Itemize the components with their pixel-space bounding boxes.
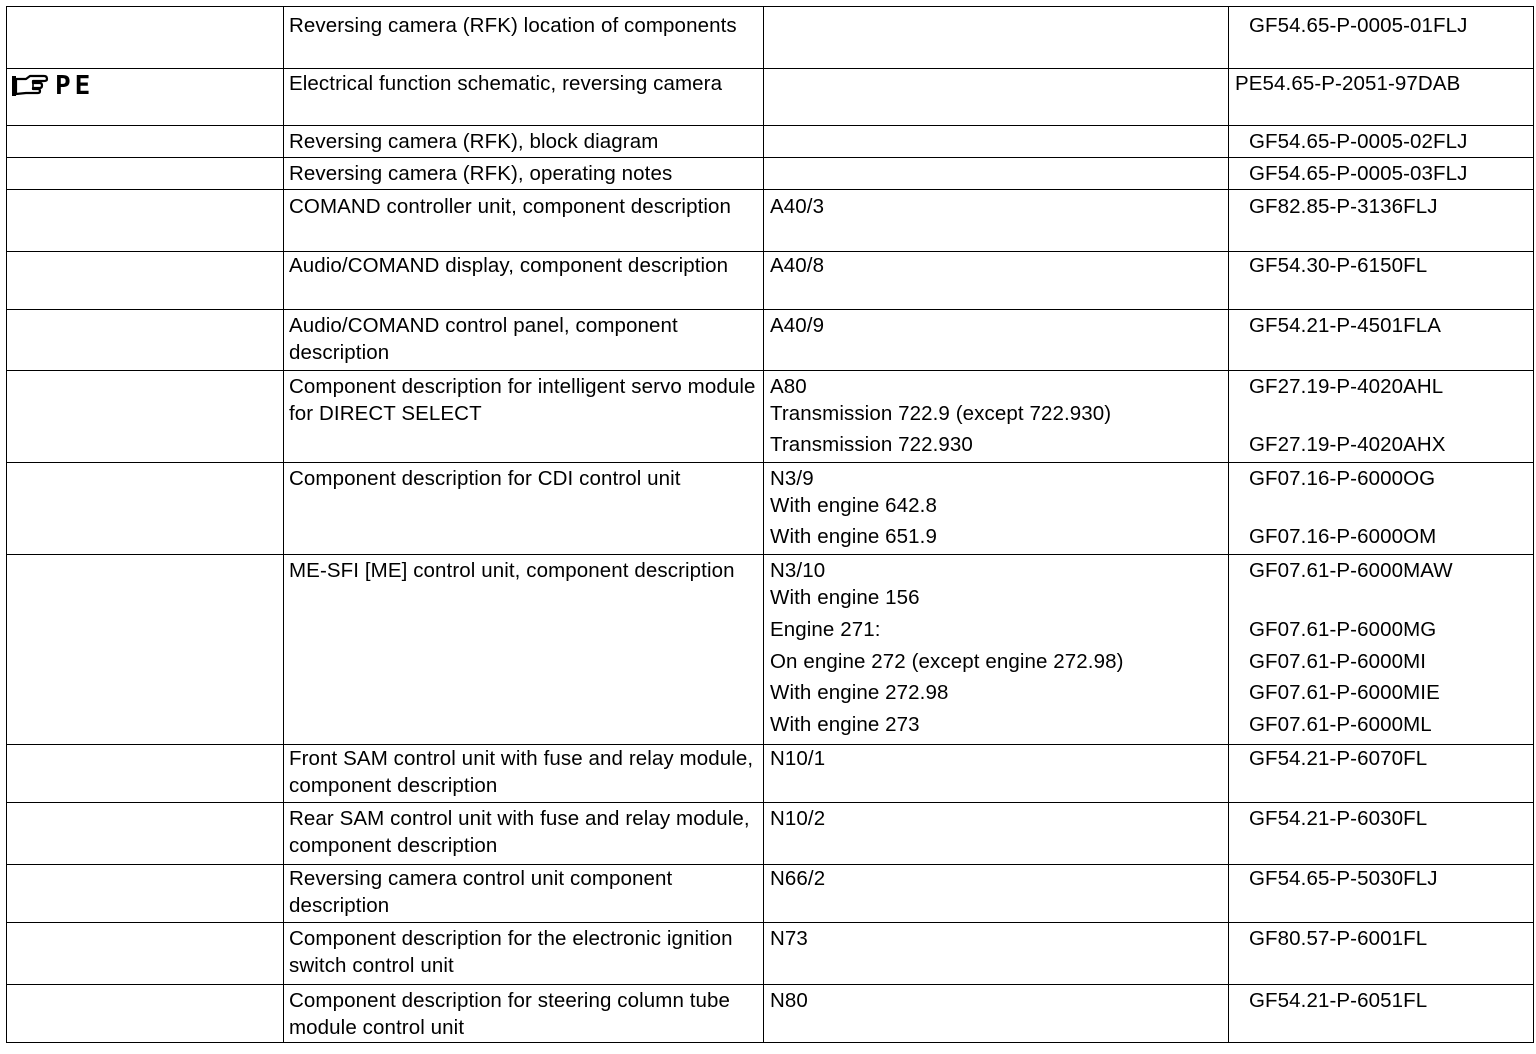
table-row xyxy=(7,555,1534,745)
table-row xyxy=(7,865,1534,923)
variant-condition: On engine 272 (except engine 272.98) xyxy=(770,649,1124,673)
doc-reference-link[interactable]: GF07.61-P-6000MAW xyxy=(1249,559,1453,582)
doc-reference-link[interactable]: GF27.19-P-4020AHL xyxy=(1249,375,1444,398)
document-reference-table xyxy=(6,6,1534,1043)
marker-cell xyxy=(7,69,284,126)
doc-reference-link[interactable]: GF54.21-P-4501FLA xyxy=(1249,314,1441,337)
doc-reference-link[interactable]: GF54.65-P-0005-03FLJ xyxy=(1249,162,1468,185)
code-cell xyxy=(764,69,1229,126)
table-row xyxy=(7,923,1534,985)
title-cell xyxy=(284,745,764,803)
marker-cell xyxy=(7,158,284,190)
doc-cell xyxy=(1229,158,1534,190)
variant-condition: With engine 642.8 xyxy=(770,493,937,517)
doc-reference-link[interactable]: GF07.61-P-6000MI xyxy=(1249,649,1427,673)
doc-reference-link[interactable]: GF54.65-P-0005-02FLJ xyxy=(1249,130,1468,153)
code-cell xyxy=(764,865,1229,923)
component-code: A80 xyxy=(770,375,807,398)
table-row xyxy=(7,310,1534,371)
marker-cell xyxy=(7,7,284,69)
doc-spacer xyxy=(1249,493,1533,520)
title-cell xyxy=(284,865,764,923)
table-row xyxy=(7,371,1534,463)
table-row xyxy=(7,158,1534,190)
code-cell xyxy=(764,310,1229,371)
table-row xyxy=(7,985,1534,1043)
marker-cell xyxy=(7,463,284,555)
doc-cell xyxy=(1229,745,1534,803)
doc-reference-link[interactable]: GF82.85-P-3136FLJ xyxy=(1249,195,1438,218)
component-code: A40/8 xyxy=(770,254,825,277)
doc-cell xyxy=(1229,865,1534,923)
marker-cell xyxy=(7,923,284,985)
doc-reference-link[interactable]: GF07.61-P-6000ML xyxy=(1249,712,1432,736)
row-title: Component description for steering column tube module control unit xyxy=(289,989,731,1039)
component-code: A40/9 xyxy=(770,314,825,337)
title-cell xyxy=(284,803,764,865)
pe-marker[interactable] xyxy=(11,69,94,99)
title-cell xyxy=(284,190,764,252)
doc-reference-link[interactable]: PE54.65-P-2051-97DAB xyxy=(1235,72,1461,95)
title-cell xyxy=(284,555,764,745)
code-cell xyxy=(764,803,1229,865)
marker-cell xyxy=(7,745,284,803)
marker-cell xyxy=(7,803,284,865)
table-row xyxy=(7,190,1534,252)
row-title: Electrical function schematic, reversing camera xyxy=(289,72,723,95)
doc-spacer xyxy=(1249,401,1533,428)
title-cell xyxy=(284,310,764,371)
row-title: Audio/COMAND display, component description xyxy=(289,254,729,277)
variant-condition: Transmission 722.9 (except 722.930) xyxy=(770,401,1112,425)
variant-condition: With engine 272.98 xyxy=(770,681,949,704)
variant-condition: With engine 273 xyxy=(770,712,920,736)
component-code: N80 xyxy=(770,989,808,1012)
row-title: Component description for CDI control unit xyxy=(289,467,681,490)
doc-reference-link[interactable]: GF54.65-P-5030FLJ xyxy=(1249,867,1438,890)
doc-reference-link[interactable]: GF07.16-P-6000OG xyxy=(1249,467,1436,490)
code-cell xyxy=(764,745,1229,803)
doc-reference-link[interactable]: GF07.61-P-6000MG xyxy=(1249,618,1437,641)
table-row xyxy=(7,803,1534,865)
doc-cell xyxy=(1229,252,1534,310)
title-cell xyxy=(284,158,764,190)
variant-condition: Transmission 722.930 xyxy=(770,433,973,456)
doc-reference-link[interactable]: GF80.57-P-6001FL xyxy=(1249,927,1428,950)
code-cell xyxy=(764,7,1229,69)
doc-cell xyxy=(1229,371,1534,463)
code-cell xyxy=(764,190,1229,252)
code-cell xyxy=(764,555,1229,745)
doc-cell xyxy=(1229,190,1534,252)
doc-reference-link[interactable]: GF54.21-P-6051FL xyxy=(1249,989,1428,1012)
variant-condition: With engine 651.9 xyxy=(770,525,937,548)
table-row xyxy=(7,126,1534,158)
doc-cell xyxy=(1229,7,1534,69)
doc-reference-link[interactable]: GF07.61-P-6000MIE xyxy=(1249,681,1440,704)
doc-cell xyxy=(1229,126,1534,158)
pointing-hand-icon xyxy=(11,73,49,99)
title-cell xyxy=(284,7,764,69)
doc-spacer xyxy=(1249,585,1533,612)
table-row xyxy=(7,69,1534,126)
row-title: ME-SFI [ME] control unit, component description xyxy=(289,559,735,582)
component-code: N66/2 xyxy=(770,867,826,890)
doc-reference-link[interactable]: GF27.19-P-4020AHX xyxy=(1249,433,1446,456)
row-title: Reversing camera (RFK), operating notes xyxy=(289,162,673,185)
title-cell xyxy=(284,69,764,126)
title-cell xyxy=(284,371,764,463)
doc-reference-link[interactable]: GF07.16-P-6000OM xyxy=(1249,525,1437,548)
table-row xyxy=(7,745,1534,803)
row-title: Reversing camera control unit component description xyxy=(289,867,673,917)
code-cell xyxy=(764,985,1229,1043)
code-cell xyxy=(764,158,1229,190)
title-cell xyxy=(284,126,764,158)
doc-cell xyxy=(1229,923,1534,985)
title-cell xyxy=(284,252,764,310)
row-title: Front SAM control unit with fuse and relay module, component description xyxy=(289,747,754,797)
doc-cell xyxy=(1229,310,1534,371)
row-title: Reversing camera (RFK), block diagram xyxy=(289,130,659,153)
row-title: Reversing camera (RFK) location of components xyxy=(289,14,737,37)
title-cell xyxy=(284,985,764,1043)
row-title: Audio/COMAND control panel, component description xyxy=(289,314,678,364)
row-title: COMAND controller unit, component description xyxy=(289,195,732,218)
row-title: Rear SAM control unit with fuse and relay module, component description xyxy=(289,807,750,857)
table-row xyxy=(7,252,1534,310)
doc-cell xyxy=(1229,985,1534,1043)
code-cell xyxy=(764,371,1229,463)
code-cell xyxy=(764,463,1229,555)
variant-condition: With engine 156 xyxy=(770,585,920,609)
doc-reference-link[interactable]: GF54.30-P-6150FL xyxy=(1249,254,1428,277)
component-code: N10/2 xyxy=(770,807,826,830)
doc-cell xyxy=(1229,463,1534,555)
title-cell xyxy=(284,463,764,555)
marker-cell xyxy=(7,252,284,310)
component-code: N73 xyxy=(770,927,808,950)
marker-cell xyxy=(7,310,284,371)
marker-cell xyxy=(7,190,284,252)
component-code: A40/3 xyxy=(770,195,825,218)
marker-cell xyxy=(7,985,284,1043)
component-code: N10/1 xyxy=(770,747,826,770)
marker-cell xyxy=(7,371,284,463)
title-cell xyxy=(284,923,764,985)
doc-reference-link[interactable]: GF54.21-P-6070FL xyxy=(1249,747,1428,770)
row-title: Component description for the electronic ignition switch control unit xyxy=(289,927,733,977)
marker-cell xyxy=(7,126,284,158)
doc-cell xyxy=(1229,69,1534,126)
marker-cell xyxy=(7,865,284,923)
pe-label: PE xyxy=(55,71,95,101)
row-title: Component description for intelligent servo module for DIRECT SELECT xyxy=(289,375,756,425)
component-code: N3/10 xyxy=(770,559,826,582)
code-cell xyxy=(764,923,1229,985)
marker-cell xyxy=(7,555,284,745)
doc-cell xyxy=(1229,803,1534,865)
doc-reference-link[interactable]: GF54.21-P-6030FL xyxy=(1249,807,1428,830)
code-cell xyxy=(764,252,1229,310)
variant-condition: Engine 271: xyxy=(770,618,881,641)
table-row xyxy=(7,463,1534,555)
doc-cell xyxy=(1229,555,1534,745)
doc-reference-link[interactable]: GF54.65-P-0005-01FLJ xyxy=(1249,14,1468,37)
code-cell xyxy=(764,126,1229,158)
table-row xyxy=(7,7,1534,69)
component-code: N3/9 xyxy=(770,467,814,490)
